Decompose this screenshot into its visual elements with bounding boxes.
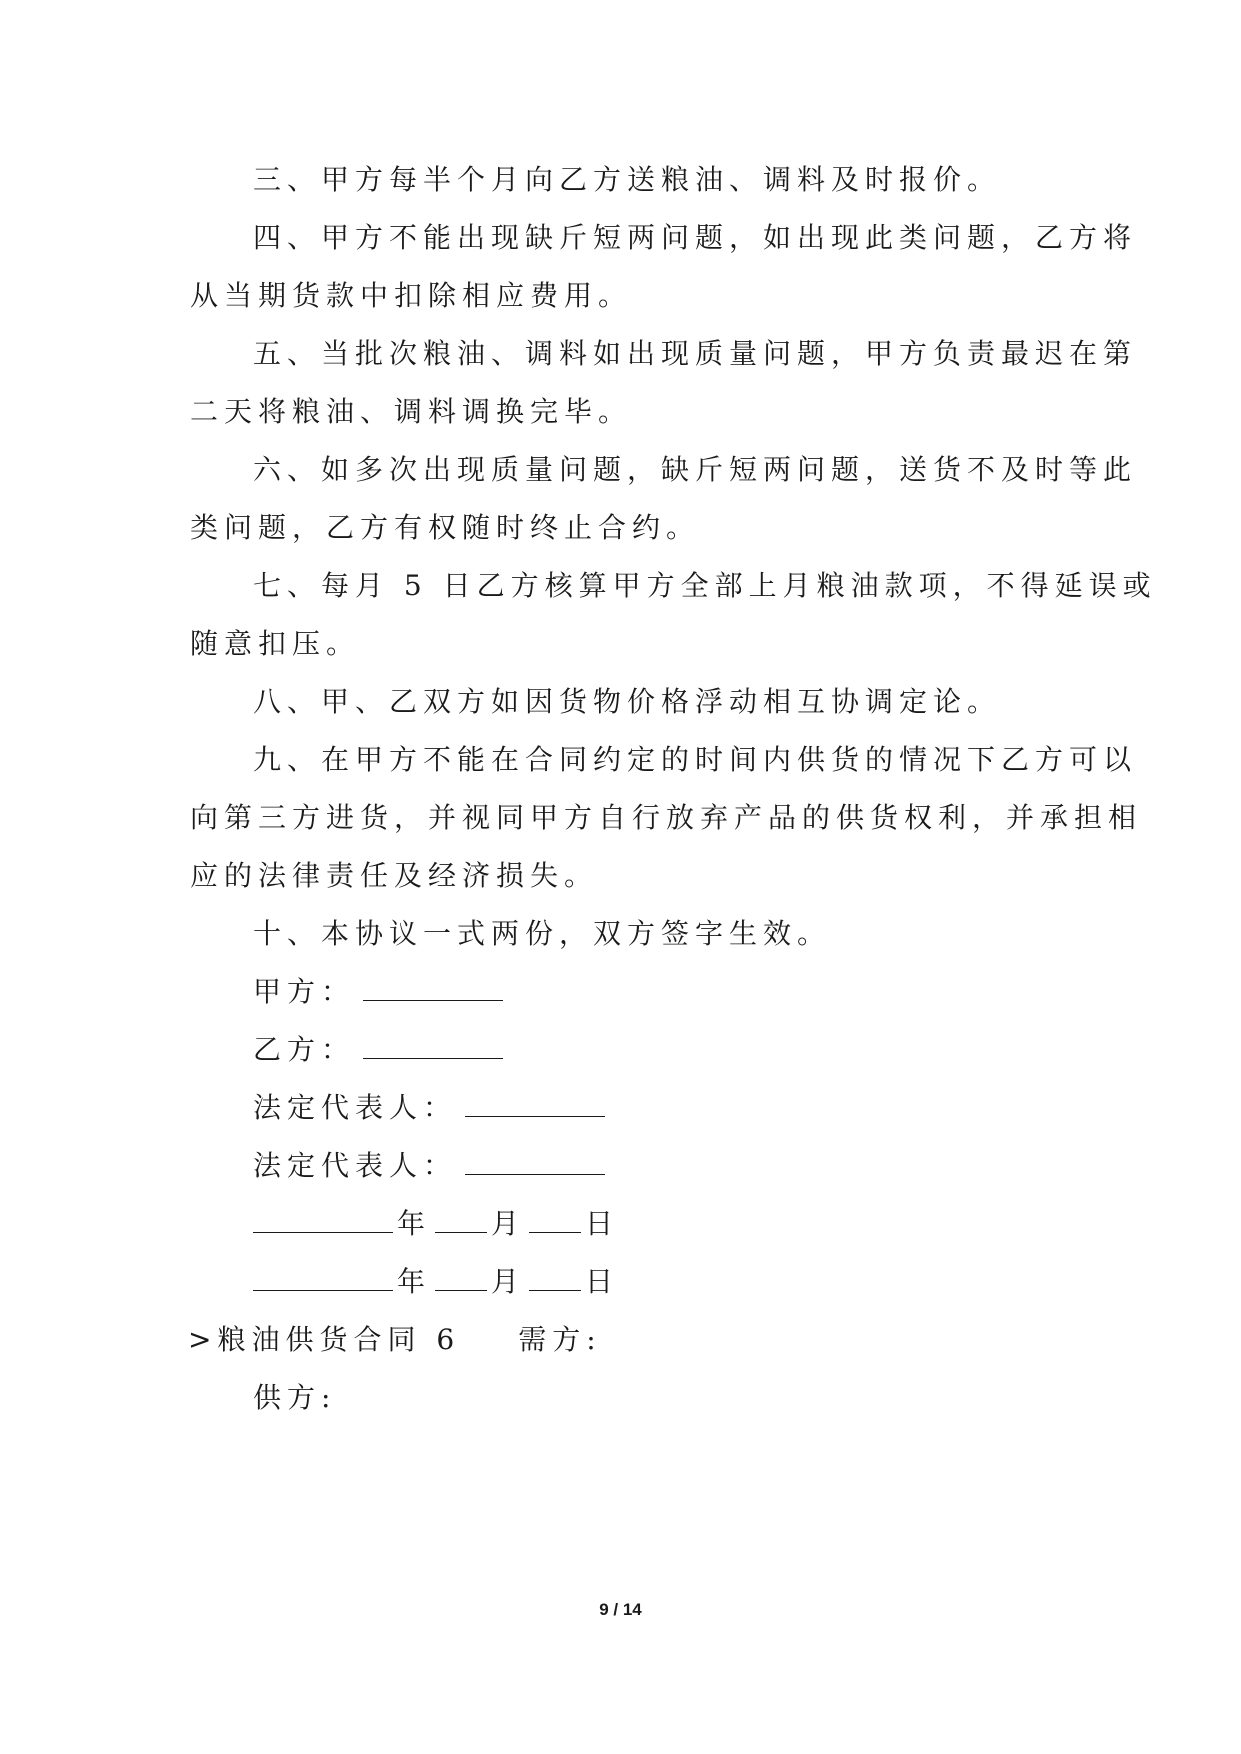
clause-9-line-3: 应的法律责任及经济损失。 xyxy=(190,859,599,892)
legal-rep-1-blank xyxy=(465,1090,605,1117)
month-blank xyxy=(435,1264,487,1291)
clause-7-line-1: 七、每月 5 日乙方核算甲方全部上月粮油款项，不得延误或 xyxy=(253,569,1157,602)
legal-rep-1-row xyxy=(253,1088,605,1128)
party-a-label: 甲方： xyxy=(253,975,356,1008)
year-label: 年 xyxy=(397,1265,432,1298)
clause-10: 十、本协议一式两份，双方签字生效。 xyxy=(253,917,832,950)
party-a-blank xyxy=(363,974,503,1001)
clause-5-line-2: 二天将粮油、调料调换完毕。 xyxy=(190,395,633,428)
month-label: 月 xyxy=(491,1265,526,1298)
next-contract-heading-row xyxy=(188,1320,602,1360)
clause-9-line-1: 九、在甲方不能在合同约定的时间内供货的情况下乙方可以 xyxy=(253,743,1138,776)
clause-5-line-1: 五、当批次粮油、调料如出现质量问题，甲方负责最迟在第 xyxy=(253,337,1138,370)
party-b-blank xyxy=(363,1032,503,1059)
clause-9-line-2: 向第三方进货，并视同甲方自行放弃产品的供货权利，并承担相 xyxy=(190,801,1143,834)
clause-4-line-2: 从当期货款中扣除相应费用。 xyxy=(190,279,633,312)
day-blank xyxy=(529,1206,581,1233)
legal-rep-2-blank xyxy=(465,1148,605,1175)
day-blank xyxy=(529,1264,581,1291)
clause-4-line-1: 四、甲方不能出现缺斤短两问题，如出现此类问题，乙方将 xyxy=(253,221,1138,254)
page-number: 9 / 14 xyxy=(599,1600,642,1619)
clause-6-line-2: 类问题，乙方有权随时终止合约。 xyxy=(190,511,701,544)
clause-7-line-2: 随意扣压。 xyxy=(190,627,361,660)
legal-rep-1-label: 法定代表人： xyxy=(253,1091,458,1124)
date-row-1 xyxy=(253,1204,619,1244)
party-b-label: 乙方： xyxy=(253,1033,356,1066)
day-label: 日 xyxy=(585,1265,620,1298)
year-blank xyxy=(253,1264,393,1291)
day-label: 日 xyxy=(585,1207,620,1240)
date-row-2 xyxy=(253,1262,619,1302)
buyer-label: 需方: xyxy=(518,1323,602,1356)
year-blank xyxy=(253,1206,393,1233)
legal-rep-2-row xyxy=(253,1146,605,1186)
party-b-signature-row xyxy=(253,1030,503,1070)
next-contract-title: >粮油供货合同 6 xyxy=(188,1323,461,1356)
clause-6-line-1: 六、如多次出现质量问题，缺斤短两问题，送货不及时等此 xyxy=(253,453,1138,486)
year-label: 年 xyxy=(397,1207,432,1240)
party-a-signature-row xyxy=(253,972,503,1012)
supplier-label: 供方: xyxy=(253,1381,337,1414)
month-label: 月 xyxy=(491,1207,526,1240)
clause-8: 八、甲、乙双方如因货物价格浮动相互协调定论。 xyxy=(253,685,1002,718)
clause-3: 三、甲方每半个月向乙方送粮油、调料及时报价。 xyxy=(253,163,1002,196)
legal-rep-2-label: 法定代表人： xyxy=(253,1149,458,1182)
month-blank xyxy=(435,1206,487,1233)
